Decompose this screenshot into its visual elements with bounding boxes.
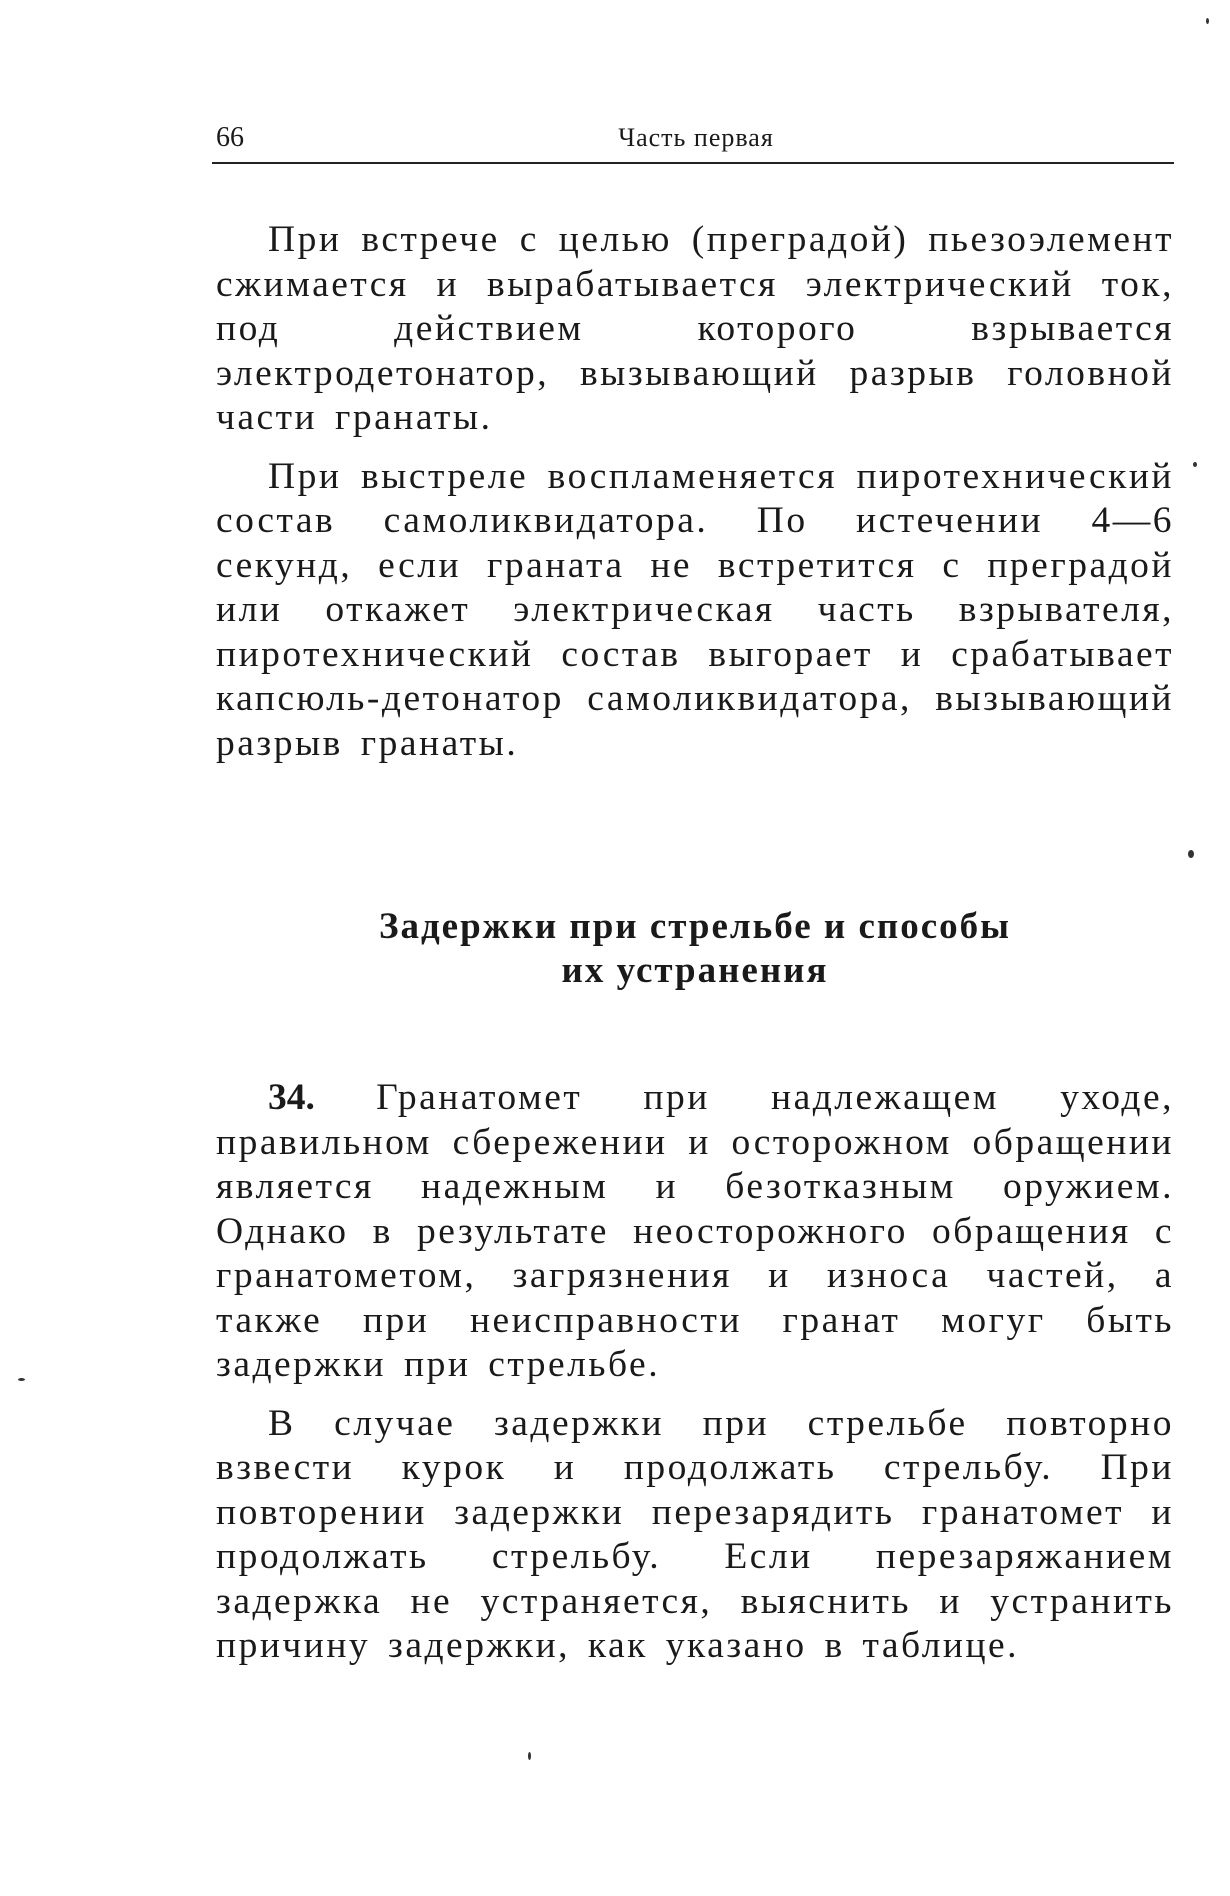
text-block-top xyxy=(216,218,1174,766)
paragraph-self-destruct: При выстреле воспламеняется пиротехнический состав самоликвидатора. По истечении 4—6 секунд, если граната не встретится с преградой или откажет электрическая часть взрывателя, пиротехнический состав выгорает и срабатывает капсюль-детонатор самоликвидатора, вызывающий разрыв гранаты. xyxy=(216,455,1174,764)
header-rule xyxy=(212,162,1174,164)
scan-speck xyxy=(1206,18,1209,24)
text-block-bottom xyxy=(216,1076,1174,1669)
running-head xyxy=(216,118,1176,158)
scan-speck xyxy=(1193,462,1197,467)
scan-speck xyxy=(18,1378,25,1381)
running-title: Часть первая xyxy=(618,123,774,152)
section-heading-line2: их устранения xyxy=(561,950,829,991)
paragraph-number: 34. xyxy=(268,1077,315,1118)
paragraph-34-text: Гранатомет при надлежащем уходе, правильном сбережении и осторожном обращении является надежным и безотказным оружием. Однако в результате неосторожного обращения с гранатометом, загрязнения и износа частей, а также при неисправности гранат могуг быть задержки при стрельбе. xyxy=(216,1077,1175,1385)
scan-speck xyxy=(528,1752,531,1760)
page-number: 66 xyxy=(216,122,244,153)
paragraph-34 xyxy=(216,1076,1174,1388)
paragraph-malfunction: В случае задержки при стрельбе повторно взвести курок и продолжать стрельбу. При повторении задержки перезарядить гранатомет и продолжать стрельбу. Если перезаряжанием задержка не устраняется, выяснить и устранить причину задержки, как указано в таблице. xyxy=(216,1402,1174,1666)
paragraph-piezo: При встрече с целью (преградой) пьезоэлемент сжимается и вырабатывается электрический ток, под действием которого взрывается электродетонатор, вызывающий разрыв головной части гранаты. xyxy=(216,219,1174,438)
section-heading-line1: Задержки при стрельбе и способы xyxy=(378,906,1012,947)
scan-speck xyxy=(1188,850,1194,858)
section-heading xyxy=(216,905,1174,993)
